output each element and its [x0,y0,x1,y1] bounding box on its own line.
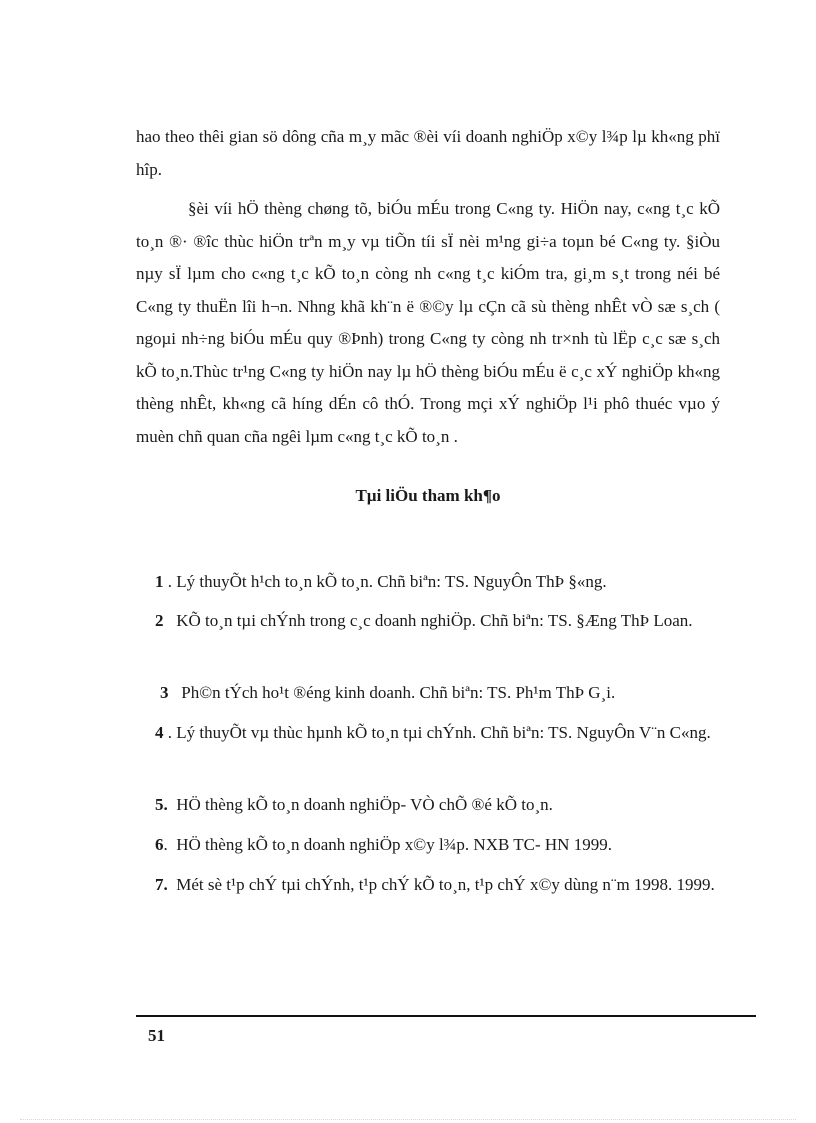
reference-number: 3 [160,683,169,702]
reference-number: 6 [155,835,164,854]
body-paragraph-2: §èi víi hÖ thèng chøng tõ, biÓu mÉu trong C«ng ty. HiÖn nay, c«ng t¸c kÕ to¸n ®· ®îc thùc hiÖn trªn m¸y vµ tiÕn tíi sÏ nèi m¹ng gi÷a toµn bé C«ng ty. §iÒu nµy sÏ lµm cho c«ng t¸c kÕ to¸n còng nh c«ng t¸c kiÓm tra, gi¸m s¸t trong néi bé C«ng ty thuËn lîi h¬n. Nhng khã kh¨n ë ®©y lµ cÇn cã sù thèng nhÊt vÒ sæ s¸ch ( ngoµi nh÷ng biÓu mÉu quy ®Þnh) trong C«ng ty còng nh tr×nh tù lËp c¸c sæ s¸ch kÕ to¸n.Thùc tr¹ng C«ng ty hiÖn nay lµ hÖ thèng biÓu mÉu ë c¸c xÝ nghiÖp kh«ng thèng nhÊt, kh«ng cã híng dÉn cô thÓ. Trong mçi xÝ nghiÖp l¹i phô thuéc vµo ý muèn chñ quan cña ngêi lµm c«ng t¸c kÕ to¸n . [136,199,720,446]
reference-separator [168,795,177,814]
reference-item [155,829,715,861]
footer-divider [136,1015,756,1017]
reference-item [160,677,720,709]
reference-separator: . [163,723,177,742]
reference-text: HÖ thèng kÕ to¸n doanh nghiÖp- VÒ chÕ ®é kÕ to¸n. [176,795,553,814]
reference-number: 7. [155,875,168,894]
page-bottom-edge [20,1119,796,1120]
reference-text: KÕ to¸n tµi chÝnh trong c¸c doanh nghiÖp. Chñ biªn: TS. §Æng ThÞ Loan. [176,611,693,630]
reference-text: Ph©n tÝch ho¹t ®éng kinh doanh. Chñ biªn: TS. Ph¹m ThÞ G¸i. [181,683,616,702]
reference-item [155,605,715,637]
page-number: 51 [148,1026,165,1045]
reference-number: 2 [155,611,164,630]
reference-text: Lý thuyÕt vµ thùc hµnh kÕ to¸n tµi chÝnh. Chñ biªn: TS. NguyÔn V¨n C«ng. [176,723,711,742]
reference-text: HÖ thèng kÕ to¸n doanh nghiÖp x©y l¾p. NXB TC- HN 1999. [176,835,612,854]
reference-item [155,869,715,901]
references-heading: Tµi liÖu tham kh¶o [355,486,501,505]
reference-number: 1 [155,572,164,591]
reference-separator [168,875,177,894]
reference-separator [164,611,177,630]
reference-item [155,717,715,749]
reference-separator: . [163,572,177,591]
reference-number: 4 [155,723,164,742]
reference-item [155,566,715,598]
reference-number: 5. [155,795,168,814]
reference-text: Mét sè t¹p chÝ tµi chÝnh, t¹p chÝ kÕ to¸n, t¹p chÝ x©y dùng n¨m 1998. 1999. [176,875,715,894]
reference-separator: . [163,835,177,854]
body-paragraph-1: hao theo thêi gian sö dông cña m¸y mãc ®èi víi doanh nghiÖp x©y l¾p lµ kh«ng phï hîp. [136,127,720,179]
reference-text: Lý thuyÕt h¹ch to¸n kÕ to¸n. Chñ biªn: TS. NguyÔn ThÞ §«ng. [176,572,607,591]
reference-separator [169,683,182,702]
reference-item [155,789,715,821]
